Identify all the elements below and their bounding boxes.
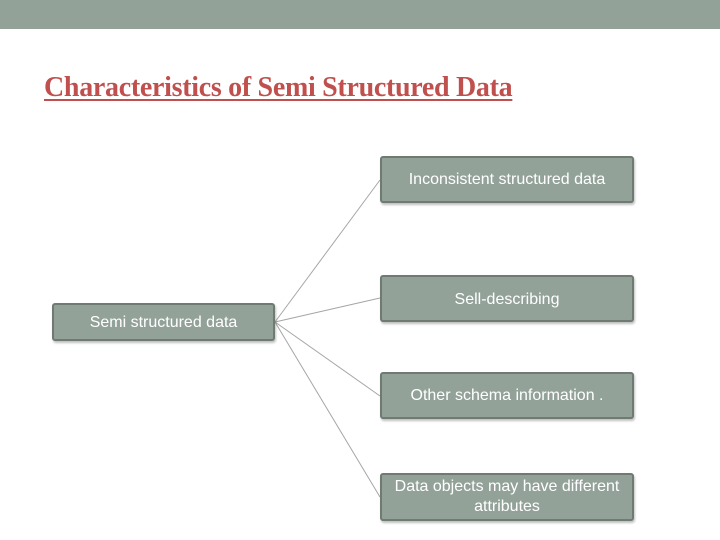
child-node-label: Other schema information . (410, 387, 604, 404)
child-node-inconsistent (380, 156, 634, 203)
child-node-different-attributes (380, 473, 634, 521)
child-node-label: Sell-describing (454, 291, 560, 308)
connector-line-3 (275, 322, 380, 396)
root-node-label: Semi structured data (89, 314, 238, 331)
child-node-schema-info (380, 372, 634, 419)
connector-line-2 (275, 298, 380, 322)
slide-title: Characteristics of Semi Structured Data (44, 72, 513, 103)
child-node-label: Data objects may have different attributes (394, 478, 620, 515)
child-node-self-describing (380, 275, 634, 322)
connector-line-1 (275, 180, 380, 322)
root-node (52, 303, 275, 341)
child-node-label: Inconsistent structured data (408, 171, 606, 188)
connector-line-4 (275, 322, 380, 497)
